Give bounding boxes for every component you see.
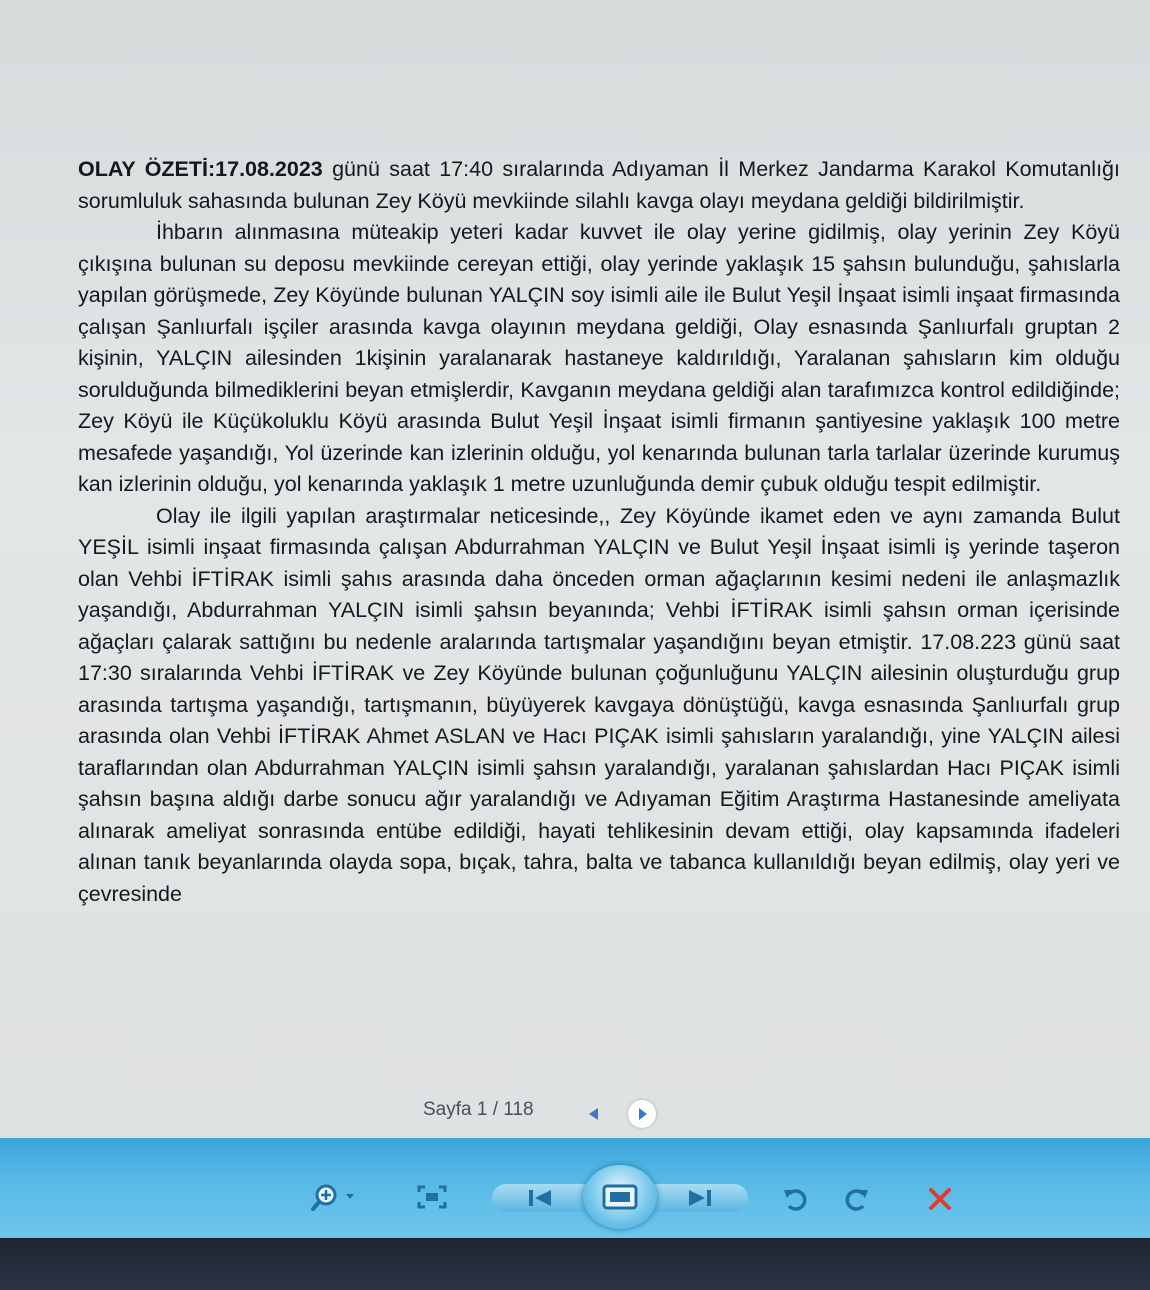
slideshow-icon: [600, 1182, 640, 1212]
prev-page-button[interactable]: [580, 1100, 608, 1128]
rotate-cw-icon: [841, 1184, 871, 1214]
skip-previous-icon: [523, 1187, 559, 1209]
report-paragraph-2: İhbarın alınmasına müteakip yeteri kadar kuvvet ile olay yerine gidilmiş, olay yerinin Zey Köyü çıkışına bulunan su deposu mevkiinde cereyan ettiği, olay yerinde yaklaşık 15 şahsın bulunduğu, şahıslarla yapılan görüşmede, Zey Köyünde bulunan YALÇIN soy isimli aile ile Bulut Yeşil İnşaat isimli inşaat firmasında çalışan Şanlıurfalı işçiler arasında kavga olayının meydana geldiği, Olay esnasında Şanlıurfalı gruptan 2 kişinin, YALÇIN ailesinden 1kişinin yaralanarak hastaneye kaldırıldığı, Yaralanan şahısların kim olduğu sorulduğunda bilmediklerini beyan etmişlerdir, Kavganın meydana geldiği alan tarafımızca kontrol edildiğinde; Zey Köyü ile Küçükoluklu Köyü arasında Bulut Yeşil İnşaat isimli firmanın şantiyesine yaklaşık 100 metre mesafede yaşandığı, Yol üzerinde kan izlerinin olduğu, yol kenarında bulunan tarla tarlalar üzerinde kurumuş kan izlerinin olduğu, yol kenarında yaklaşık 1 metre uzunluğunda demir çubuk olduğu tespit edilmiştir.: [78, 220, 1120, 496]
next-page-button[interactable]: [628, 1100, 656, 1128]
viewer-toolbar: [0, 1138, 1150, 1238]
triangle-right-icon: [634, 1106, 650, 1122]
triangle-left-icon: [586, 1106, 602, 1122]
report-paragraph-3: Olay ile ilgili yapılan araştırmalar neticesinde,, Zey Köyünde ikamet eden ve aynı zamanda Bulut YEŞİL isimli inşaat firmasında çalışan Abdurrahman YALÇIN ve Bulut Yeşil İnşaat isimli iş yerinde taşeron olan Vehbi İFTİRAK isimli şahıs arasında daha önceden orman ağaçlarının kesimi nedeni ile anlaşmazlık yaşandığı, Abdurrahman YALÇIN isimli şahsın beyanında; Vehbi İFTİRAK isimli şahsın orman içerisinde ağaçları çalarak sattığını bu nedenle aralarında tartışmalar yaşandığını beyan etmiştir. 17.08.223 günü saat 17:30 sıralarında Vehbi İFTİRAK ve Zey Köyünde bulunan çoğunluğunu YALÇIN ailesinin oluşturduğu grup arasında tartışma yaşandığı, tartışmanın, büyüyerek kavgaya dönüştüğü, kavga esnasında Şanlıurfalı grup arasında olan Vehbi İFTİRAK Ahmet ASLAN ve Hacı PIÇAK isimli şahısların yaralandığı, yine YALÇIN ailesi taraflarından olan Abdurrahman YALÇIN isimli şahsın yaralandığı, yaralanan şahıslardan Hacı PIÇAK isimli şahsın başına aldığı darbe sonucu ağır yaralandığı ve Adıyaman Eğitim Araştırma Hastanesinde ameliyata alınarak ameliyat sonrasında entübe edildiği, hayati tehlikesinin devam ettiği, olay kapsamında ifadeleri alınan tanık beyanlarında olayda sopa, bıçak, tahra, balta ve tabanca kullanıldığı beyan edilmiş, olay yeri ve çevresinde: [78, 503, 1120, 906]
rotate-clockwise-button[interactable]: [838, 1183, 874, 1215]
screen-bottom-bar: [0, 1238, 1150, 1290]
fit-frame-icon: [414, 1182, 450, 1212]
previous-image-button[interactable]: [492, 1184, 590, 1212]
page-counter: Sayfa 1 / 118: [423, 1099, 534, 1120]
rotate-counterclockwise-button[interactable]: [778, 1183, 814, 1215]
slideshow-button[interactable]: [583, 1165, 657, 1229]
next-image-button[interactable]: [650, 1184, 748, 1212]
close-x-icon: [925, 1184, 955, 1214]
summary-date: 17.08.2023: [215, 157, 323, 181]
summary-paragraph: [78, 154, 1120, 217]
summary-label: OLAY ÖZETİ:: [78, 157, 216, 181]
zoom-button[interactable]: [308, 1181, 364, 1213]
rotate-ccw-icon: [781, 1184, 811, 1214]
summary-text: günü saat 17:40 sıralarında Adıyaman İl Merkez Jandarma Karakol Komutanlığı sorumluluk sahasında bulunan Zey Köyü mevkiinde silahlı kavga olayı meydana geldiği bildirilmiştir.: [78, 157, 1120, 213]
delete-button[interactable]: [920, 1183, 960, 1215]
actual-size-button[interactable]: [412, 1181, 452, 1213]
document-page: [78, 154, 1120, 910]
magnifier-dropdown-icon: [308, 1181, 364, 1213]
skip-next-icon: [681, 1187, 717, 1209]
